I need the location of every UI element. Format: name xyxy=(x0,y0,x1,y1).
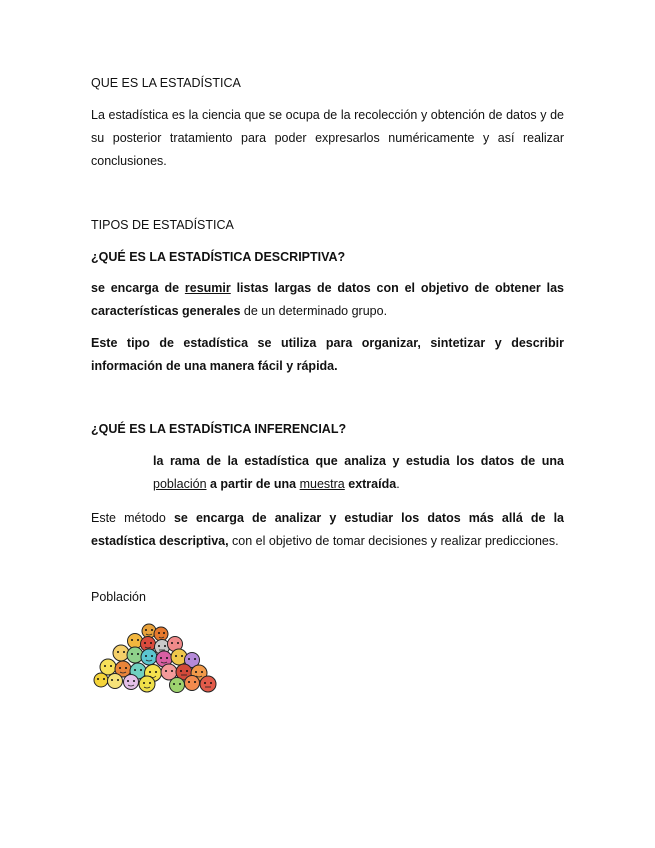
text-run: se encarga de xyxy=(91,281,185,295)
poblacion-link[interactable]: población xyxy=(153,477,207,491)
muestra-link[interactable]: muestra xyxy=(299,477,345,491)
text-run: se encarga de analizar y estudiar los datos más allá de la estadística descriptiva, xyxy=(91,511,565,548)
text-run: a partir de una xyxy=(206,477,300,491)
text-run: la rama de la estadística que analiza y estudia los datos de una xyxy=(153,454,564,468)
population-faces-illustration xyxy=(91,622,221,694)
text-run: Este método xyxy=(91,511,174,525)
descriptiva-paragraph-1 xyxy=(91,277,564,323)
poblacion-label: Población xyxy=(91,590,146,604)
inferencial-quote xyxy=(153,450,564,496)
inferencial-paragraph xyxy=(91,507,564,553)
section-heading-tipos: TIPOS DE ESTADÍSTICA xyxy=(91,218,234,232)
intro-paragraph: La estadística es la ciencia que se ocupa de la recolección y obtención de datos y de su posterior tratamiento para poder expresarlos numéricamente y así realizar conclusiones. xyxy=(91,108,564,168)
question-descriptiva: ¿QUÉ ES LA ESTADÍSTICA DESCRIPTIVA? xyxy=(91,250,346,264)
descriptiva-paragraph-2: Este tipo de estadística se utiliza para organizar, sintetizar y describir información de una manera fácil y rápida. xyxy=(91,336,564,373)
question-inferencial: ¿QUÉ ES LA ESTADÍSTICA INFERENCIAL? xyxy=(91,422,347,436)
text-run: . xyxy=(396,477,400,491)
text-run: listas largas de datos con el objetivo de obtener las características generales xyxy=(91,281,564,318)
text-run: con el objetivo de tomar decisiones y realizar predicciones. xyxy=(228,534,559,548)
resumir-link[interactable]: resumir xyxy=(184,281,231,295)
text-run: de un determinado grupo. xyxy=(240,304,388,318)
section-heading-que-es: QUE ES LA ESTADÍSTICA xyxy=(91,76,241,90)
text-run: extraída xyxy=(344,477,397,491)
